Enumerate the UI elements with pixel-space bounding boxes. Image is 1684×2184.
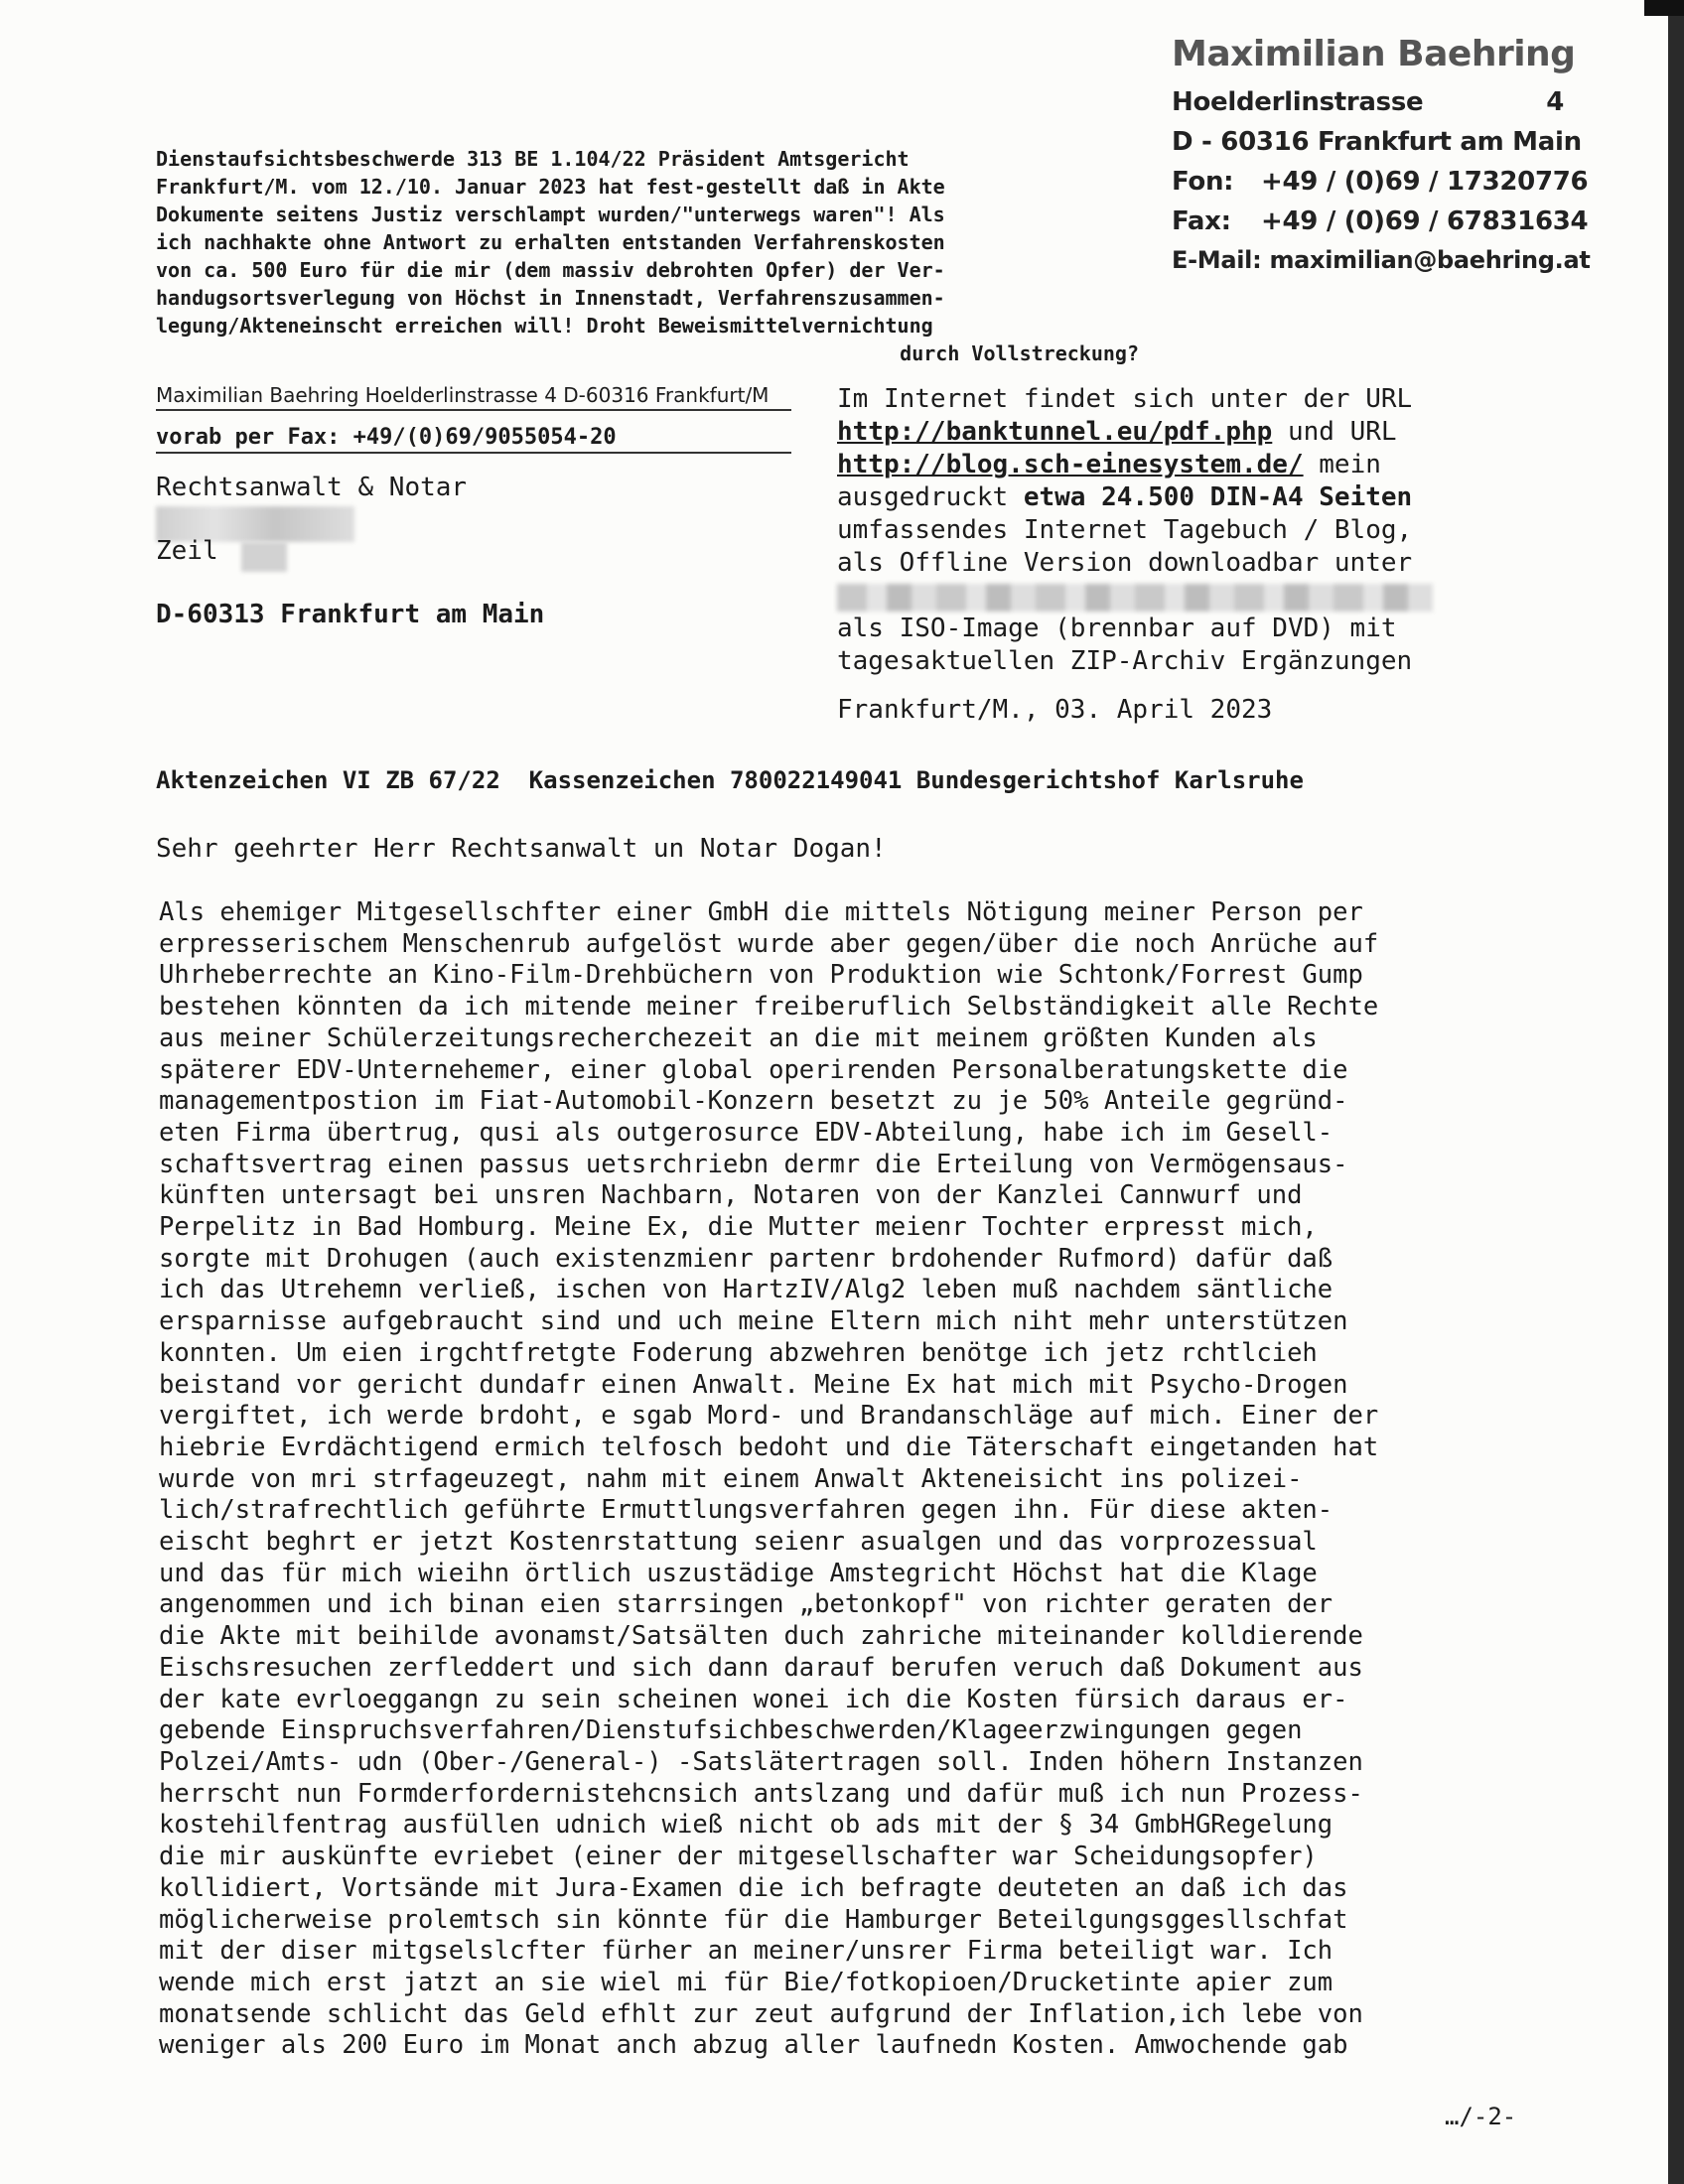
scan-edge-corner (1644, 0, 1684, 16)
redacted-download-url (837, 584, 1433, 612)
subject-line: Dokumente seitens Justiz verschlampt wurden/"unterwegs waren"! Als (156, 203, 945, 226)
letterhead-street-name: Hoelderlinstrasse (1172, 87, 1424, 117)
salutation: Sehr geehrter Herr Rechtsanwalt un Notar Dogan! (156, 834, 887, 864)
subject-line: legung/Akteneinscht erreichen will! Droht Beweismittelvernichtung (156, 314, 933, 338)
letterhead-fax-label: Fax: (1172, 206, 1231, 236)
internet-info-block (837, 383, 1492, 678)
letterhead-fax (1172, 206, 1588, 236)
body-line: weniger als 200 Euro im Monat anch abzug aller laufnedn Kosten. Amwochende gab (159, 2030, 1348, 2061)
info-line: tagesaktuellen ZIP-Archiv Ergänzungen (837, 646, 1413, 676)
letterhead-fax-number: +49 / (0)69 / 67831634 (1261, 206, 1589, 236)
scan-edge (1668, 0, 1684, 2184)
body-line: die mir auskünfte evriebet (einer der mitgesellschafter war Scheidungsopfer) (159, 1842, 1318, 1872)
body-line: Perpelitz in Bad Homburg. Meine Ex, die Mutter meienr Tochter erpresst mich, (159, 1212, 1318, 1243)
page-number: …/-2- (1445, 2103, 1517, 2130)
letterhead-house-number: 4 (1546, 87, 1564, 117)
body-line: hiebrie Evrdächtigend ermich telfosch bedoht und die Täterschaft eingetanden hat (159, 1432, 1379, 1462)
subject-block (156, 145, 1139, 367)
body-line: kollidiert, Vortsände mit Jura-Examen die ich befragte deuteten an daß ich das (159, 1872, 1348, 1903)
body-line: Polzei/Amts- udn (Ober-/General-) -Satslätertragen soll. Inden höhern Instanzen (159, 1746, 1363, 1777)
body-line: sorgte mit Drohugen (auch existenzmienr partenr brdohender Rufmord) dafür daß (159, 1243, 1333, 1274)
body-line: monatsende schlicht das Geld efhlt zur zeut aufgrund der Inflation,ich lebe von (159, 1998, 1363, 2029)
recipient-street: Zeil (156, 536, 218, 566)
info-line: als Offline Version downloadbar unter (837, 548, 1413, 578)
body-line: bestehen könnten da ich mitende meiner freiberuflich Selbständigkeit alle Rechte (159, 992, 1379, 1023)
info-line: als ISO-Image (brennbar auf DVD) mit (837, 614, 1397, 643)
body-line: und das für mich wieihn örtlich uszustädige Amstegricht Höchst hat die Klage (159, 1558, 1318, 1588)
letterhead-phone-number: +49 / (0)69 / 17320776 (1261, 167, 1589, 197)
info-line (837, 481, 1492, 514)
letterhead-phone-label: Fon: (1172, 167, 1234, 197)
info-text: ausgedruckt (837, 482, 1024, 512)
letterhead-street (1172, 87, 1564, 117)
body-line: mit der diser mitgselslcfter fürher an meiner/unsrer Firma beteiligt war. Ich (159, 1936, 1333, 1967)
info-line: umfassendes Internet Tagebuch / Blog, (837, 515, 1413, 545)
body-line: konnten. Um eien irgchtfretgte Foderung abzwehren benötge ich jetz rchtlcieh (159, 1337, 1318, 1368)
body-line: späterer EDV-Unternehemer, einer global operirenden Personalberatungskette die (159, 1054, 1348, 1085)
body-line: die Akte mit beihilde avonamst/Satsälten duch zahriche miteinander kolldierende (159, 1621, 1363, 1652)
url-banktunnel-link[interactable]: http://banktunnel.eu/pdf.php (837, 417, 1273, 447)
body-line: ersparnisse aufgebraucht sind und uch meine Eltern mich niht mehr unterstützen (159, 1306, 1348, 1337)
info-line (837, 416, 1492, 449)
info-text: mein (1303, 450, 1381, 479)
redacted-house-number (241, 542, 287, 572)
body-line: kostehilfentrag ausfüllen udnich wieß nicht ob ads mit der § 34 GmbHGRegelung (159, 1810, 1333, 1841)
recipient-city: D-60313 Frankfurt am Main (156, 600, 545, 629)
letterhead-email: E-Mail: maximilian@baehring.at (1172, 246, 1591, 274)
body-line: schaftsvertrag einen passus uetsrchriebn dermr die Erteilung von Vermögensaus- (159, 1149, 1348, 1179)
body-line: der kate evrloeggangn zu sein scheinen wonei ich die Kosten fürsich daraus er- (159, 1684, 1348, 1714)
body-line: wurde von mri strfageuzegt, nahm mit einem Anwalt Akteneisicht ins polizei- (159, 1463, 1303, 1494)
letterhead-name: Maximilian Baehring (1172, 34, 1576, 74)
letterhead-phone (1172, 167, 1588, 197)
body-line: möglicherweise prolemtsch sin könnte für die Hamburger Beteilgungsggesllschfat (159, 1904, 1348, 1935)
body-line: beistand vor gericht dundafr einen Anwalt. Meine Ex hat mich mit Psycho-Drogen (159, 1369, 1348, 1400)
letterhead-city: D - 60316 Frankfurt am Main (1172, 127, 1582, 157)
info-line: Im Internet findet sich unter der URL (837, 384, 1413, 414)
sender-return-line: Maximilian Baehring Hoelderlinstrasse 4 D-60316 Frankfurt/M (156, 383, 791, 411)
body-line: lich/strafrechtlich geführte Ermuttlungsverfahren gegen ihn. Für diese akten- (159, 1495, 1333, 1526)
letter-body (159, 897, 1494, 2062)
date-line: Frankfurt/M., 03. April 2023 (837, 695, 1273, 725)
info-line (837, 449, 1492, 481)
reference-line: Aktenzeichen VI ZB 67/22 Kassenzeichen 780022149041 Bundesgerichtshof Karlsruhe (156, 766, 1304, 794)
prefax-line: vorab per Fax: +49/(0)69/9055054-20 (156, 425, 791, 454)
body-line: ich das Utrehemn verließ, ischen von HartzIV/Alg2 leben muß nachdem säntliche (159, 1275, 1333, 1305)
body-line: Eischsresuchen zerfleddert und sich dann darauf berufen veruch daß Dokument aus (159, 1652, 1363, 1683)
subject-line: Dienstaufsichtsbeschwerde 313 BE 1.104/22 Präsident Amtsgericht (156, 147, 910, 171)
recipient-title: Rechtsanwalt & Notar (156, 473, 468, 502)
subject-last-line: durch Vollstreckung? (900, 341, 1139, 365)
body-line: Als ehemiger Mitgesellschfter einer GmbH die mittels Nötigung meiner Person per (159, 897, 1363, 927)
body-line: herrscht nun Formderfordernistehcnsich antslzang und dafür muß ich nun Prozess- (159, 1778, 1363, 1809)
url-blog-link[interactable]: http://blog.sch-einesystem.de/ (837, 450, 1304, 479)
subject-line: Frankfurt/M. vom 12./10. Januar 2023 hat fest-gestellt daß in Akte (156, 175, 945, 199)
body-line: Uhrheberrechte an Kino-Film-Drehbüchern von Produktion wie Schtonk/Forrest Gump (159, 960, 1363, 991)
info-text: und URL (1272, 417, 1397, 447)
body-line: aus meiner Schülerzeitungsrecherchezeit an die mit meinem größten Kunden als (159, 1023, 1318, 1053)
body-line: künften untersagt bei unsren Nachbarn, Notaren von der Kanzlei Cannwurf und (159, 1180, 1303, 1211)
body-line: gebende Einspruchsverfahren/Dienstufsichbeschwerden/Klageerzwingungen gegen (159, 1715, 1303, 1746)
info-pages-count: etwa 24.500 DIN-A4 Seiten (1023, 482, 1413, 512)
body-line: vergiftet, ich werde brdoht, e sgab Mord- und Brandanschläge auf mich. Einer der (159, 1401, 1379, 1432)
body-line: erpresserischem Menschenrub aufgelöst wurde aber gegen/über die noch Anrüche auf (159, 928, 1379, 959)
subject-line: von ca. 500 Euro für die mir (dem massiv debrohten Opfer) der Ver- (156, 258, 945, 282)
body-line: eischt beghrt er jetzt Kostenrstattung seienr asualgen und das vorprozessual (159, 1527, 1318, 1558)
subject-line: handugsortsverlegung von Höchst in Innenstadt, Verfahrenszusammen- (156, 286, 945, 310)
body-line: eten Firma übertrug, qusi als outgerosurce EDV-Abteilung, habe ich im Gesell- (159, 1117, 1333, 1148)
body-line: wende mich erst jatzt an sie wiel mi für Bie/fotkopioen/Drucketinte apier zum (159, 1967, 1333, 1997)
subject-line: ich nachhakte ohne Antwort zu erhalten entstanden Verfahrenskosten (156, 230, 945, 254)
body-line: managementpostion im Fiat-Automobil-Konzern besetzt zu je 50% Anteile gegründ- (159, 1086, 1348, 1117)
body-line: angenommen und ich binan eien starrsingen „betonkopf" von richter geraten der (159, 1589, 1333, 1620)
